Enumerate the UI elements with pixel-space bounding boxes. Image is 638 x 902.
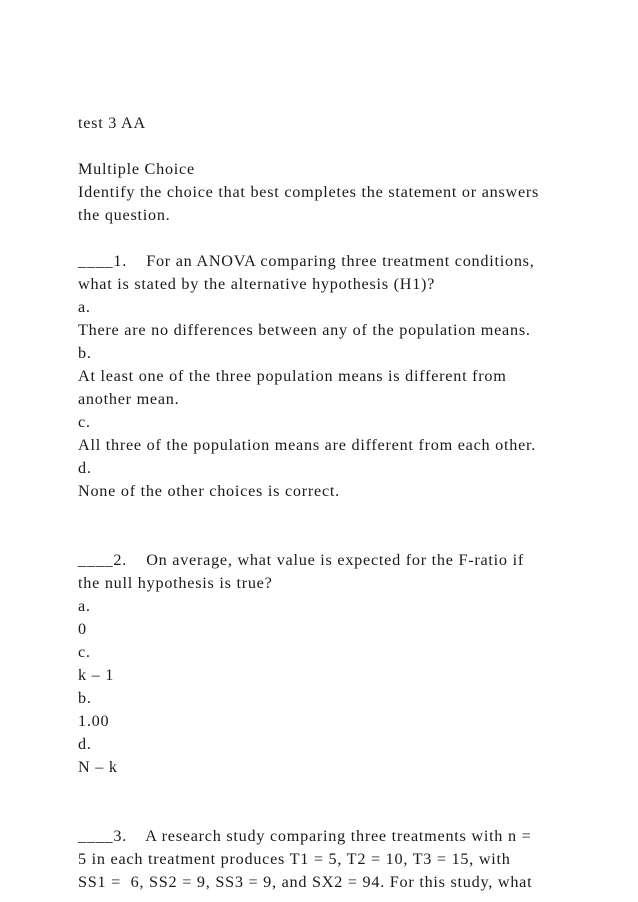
section-heading: Multiple Choice [78,160,195,178]
question-2 [78,549,568,779]
option-text-c: All three of the population means are different from each other. [78,436,537,454]
spacer [78,135,568,158]
option-text-d: N – k [78,758,118,776]
question-3 [78,825,568,894]
option-label-c: c. [78,643,91,661]
instructions-line: Identify the choice that best completes the statement or answers [78,183,540,201]
instructions-line: the question. [78,206,171,224]
question-2-stem: ____2. On average, what value is expected for the F-ratio if [78,551,524,569]
option-text-b: another mean. [78,390,180,408]
option-label-a: a. [78,597,91,615]
option-label-b: b. [78,344,92,362]
option-text-c: k – 1 [78,666,115,684]
question-3-stem: 5 in each treatment produces T1 = 5, T2 = 10, T3 = 15, with [78,850,511,868]
spacer [78,779,568,802]
question-1 [78,250,568,503]
option-text-b: At least one of the three population means is different from [78,367,507,385]
option-label-d: d. [78,459,92,477]
option-label-c: c. [78,413,91,431]
spacer [78,503,568,526]
option-text-b: 1.00 [78,712,110,730]
document-body [78,112,568,894]
option-label-b: b. [78,689,92,707]
spacer [78,802,568,825]
question-3-stem: ____3. A research study comparing three treatments with n = [78,827,532,845]
option-text-a: There are no differences between any of the population means. [78,321,531,339]
option-text-a: 0 [78,620,87,638]
question-3-stem: SS1 = 6, SS2 = 9, SS3 = 9, and SX2 = 94. For this study, what [78,873,533,891]
spacer [78,227,568,250]
question-1-stem: what is stated by the alternative hypothesis (H1)? [78,275,436,293]
option-label-d: d. [78,735,92,753]
spacer [78,526,568,549]
question-1-stem: ____1. For an ANOVA comparing three treatment conditions, [78,252,535,270]
document-title: test 3 AA [78,114,146,132]
option-label-a: a. [78,298,91,316]
option-text-d: None of the other choices is correct. [78,482,340,500]
question-2-stem: the null hypothesis is true? [78,574,273,592]
